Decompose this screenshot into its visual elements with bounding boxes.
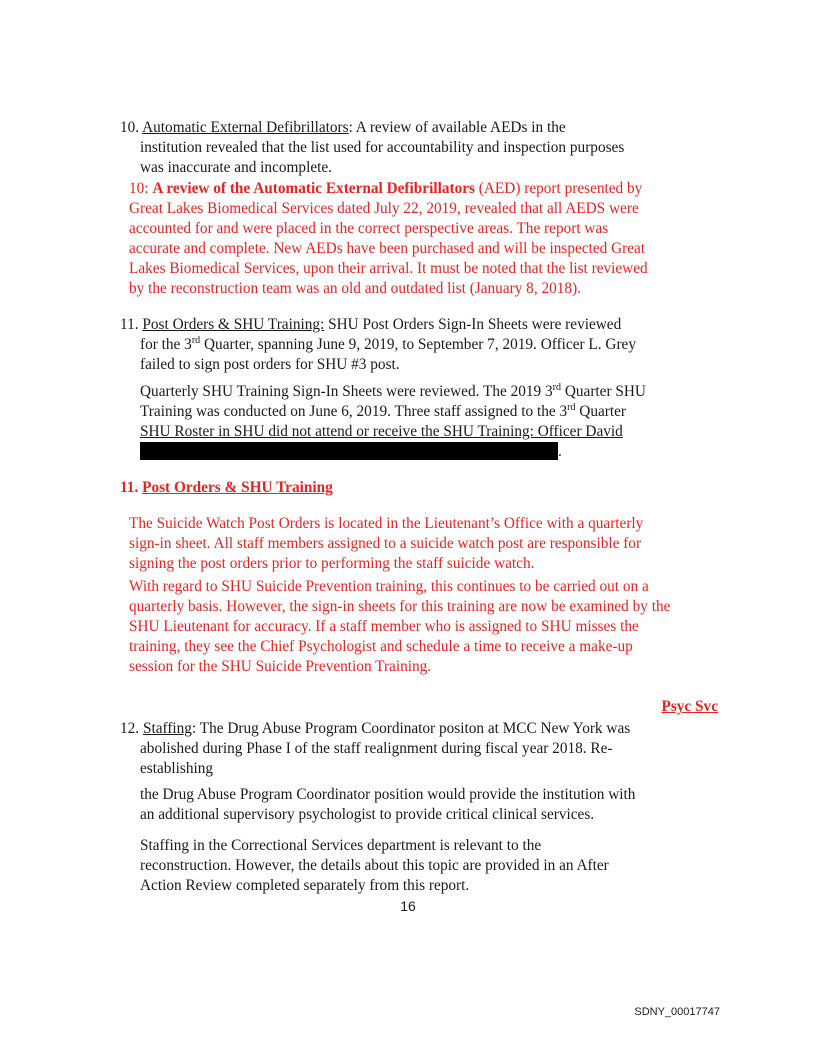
item-12-title: Staffing bbox=[142, 720, 192, 737]
item-11-title: Post Orders & SHU Training: bbox=[142, 316, 325, 333]
item-11-paragraph-2: Quarterly SHU Training Sign-In Sheets were reviewed. The 2019 3rd Quarter SHU Training was conducted on June 6, 2019. Three staff assigned to the 3rd Quarter SHU Roster in SHU did not attend or receive the SHU Training: Officer David . bbox=[140, 381, 646, 460]
response-11-paragraph-1: The Suicide Watch Post Orders is located in the Lieutenant’s Office with a quarterly sign-in sheet. All staff members assigned to a suicide watch post are responsible for signing the post orders prior to performing the staff suicide watch. bbox=[129, 515, 644, 572]
response-11-paragraph-2: With regard to SHU Suicide Prevention training, this continues to be carried out on a quarterly basis. However, the sign-in sheets for this training are now be examined by the SHU Lieutenant for accuracy. If a staff member who is assigned to SHU misses the training, they see the Chief Psychologist and schedule a time to receive a make-up session for the SHU Suicide Prevention Training. bbox=[129, 578, 671, 675]
response-10-bold: A review of the Automatic External Defibrillators bbox=[152, 180, 475, 197]
page-number: 16 bbox=[400, 898, 416, 914]
department-label: Psyc Svc bbox=[661, 698, 718, 715]
item-10-line-1: 10. Automatic External Defibrillators: A review of available AEDs in the bbox=[120, 119, 566, 136]
item-11: 11. Post Orders & SHU Training: SHU Post Orders Sign-In Sheets were reviewed for the 3rd Quarter, spanning June 9, 2019, to September 7, 2019. Officer L. Grey failed to sign post orders for SHU #3 post. bbox=[120, 316, 636, 373]
item-12-paragraph-2: the Drug Abuse Program Coordinator position would provide the institution with an additional supervisory psychologist to provide critical clinical services. bbox=[140, 786, 636, 823]
bates-number: SDNY_00017747 bbox=[634, 1006, 720, 1018]
redaction-bar bbox=[140, 442, 558, 460]
response-10: 10: A review of the Automatic External Defibrillators (AED) report presented by Great Lakes Biomedical Services dated July 22, 2019, revealed that all AEDS were accounted for and were placed in the correct perspective areas. The report was accurate and complete. New AEDs have been purchased and will be inspected Great Lakes Biomedical Services, upon their arrival. It must be noted that the list reviewed by the reconstruction team was an old and outdated list (January 8, 2018). bbox=[129, 180, 648, 297]
item-10: 10. Automatic External Defibrillators: A review of available AEDs in the institution revealed that the list used for accountability and inspection purposes was inaccurate and incomplete. bbox=[120, 118, 680, 178]
item-12: 12. Staffing: The Drug Abuse Program Coordinator positon at MCC New York was abolished during Phase I of the staff realignment during fiscal year 2018. Re- establishing bbox=[120, 720, 631, 777]
item-12-paragraph-3: Staffing in the Correctional Services department is relevant to the reconstruction. However, the details about this topic are provided in an After Action Review completed separately from this report. bbox=[140, 837, 609, 894]
response-11-heading: 11. Post Orders & SHU Training bbox=[120, 479, 333, 496]
item-10-title: Automatic External Defibrillators bbox=[142, 119, 349, 136]
